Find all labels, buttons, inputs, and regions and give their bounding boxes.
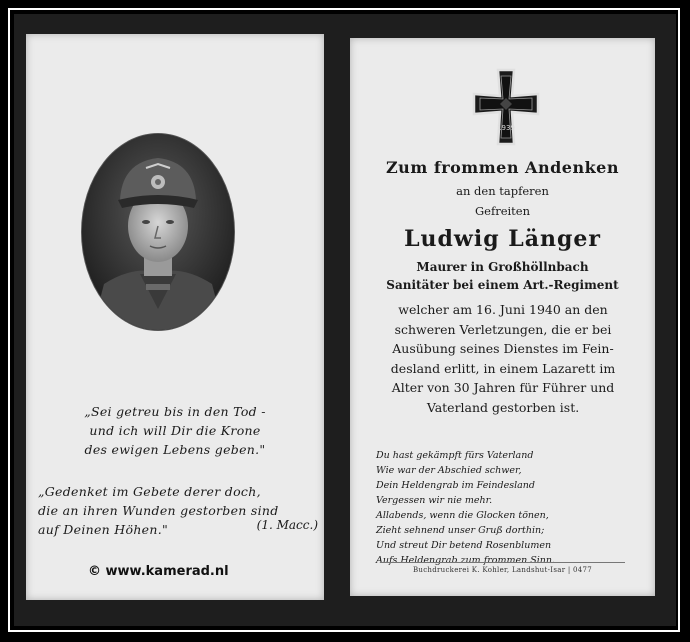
printer-imprint: Buchdruckerei K. Kohler, Landshut-Isar | 0477 [412, 566, 593, 574]
poem-line: Du hast gekämpft fürs Vaterland [376, 450, 534, 461]
notice-line: Ausübung seines Dienstes im Fein- [392, 341, 614, 356]
poem-line: Zieht sehnend unser Gruß dorthin; [376, 525, 545, 536]
verse-line: die an ihren Wunden gestorben sind [38, 503, 279, 518]
portrait-image [82, 134, 234, 330]
iron-cross-icon [468, 68, 544, 146]
verse-revelation [38, 402, 312, 459]
notice-line: schweren Verletzungen, die er bei [394, 321, 612, 337]
deceased-name: Ludwig Länger [404, 226, 601, 252]
cross-year: 1939 [497, 124, 515, 132]
poem-line: Und streut Dir betend Rosenblumen [376, 540, 552, 551]
poem-line: Dein Heldengrab im Feindesland [376, 480, 535, 491]
verse-line: und ich will Dir die Krone [89, 423, 261, 438]
right-card [350, 38, 655, 596]
occupation-line: Maurer in Großhöllnbach [416, 260, 589, 274]
poem-line: Allabends, wenn die Glocken tönen, [376, 510, 549, 521]
subtitle-rank: Gefreiten [474, 204, 531, 218]
memorial-title: Zum frommen Andenken [386, 158, 619, 177]
verse-line: auf Deinen Höhen." [38, 522, 169, 537]
notice-line: Alter von 30 Jahren für Führer und [391, 380, 615, 395]
poem-line: Aufs Heldengrab zum frommen Sinn. [376, 555, 556, 566]
verse-source: (1. Macc.) [256, 518, 318, 532]
verse-line: „Gedenket im Gebete derer doch, [38, 484, 261, 499]
verse-line: des ewigen Lebens geben." [84, 442, 266, 457]
poem-line: Wie war der Abschied schwer, [376, 465, 522, 476]
soldier-portrait [82, 134, 234, 330]
death-notice-text [358, 300, 648, 417]
notice-line: welcher am 16. Juni 1940 an den [398, 302, 608, 317]
left-card [26, 34, 324, 600]
subtitle-brave: an den tapferen [456, 184, 549, 198]
notice-line: desland erlitt, in einem Lazarett im [390, 360, 616, 376]
poem-line: Vergessen wir nie mehr. [376, 495, 493, 506]
verse-line: „Sei getreu bis in den Tod - [84, 404, 266, 419]
printer-divider [380, 562, 625, 563]
unit-line: Sanitäter bei einem Art.-Regiment [386, 278, 619, 292]
memorial-poem [376, 448, 636, 568]
website-watermark: © www.kamerad.nl [88, 564, 229, 579]
notice-line: Vaterland gestorben ist. [426, 399, 580, 415]
